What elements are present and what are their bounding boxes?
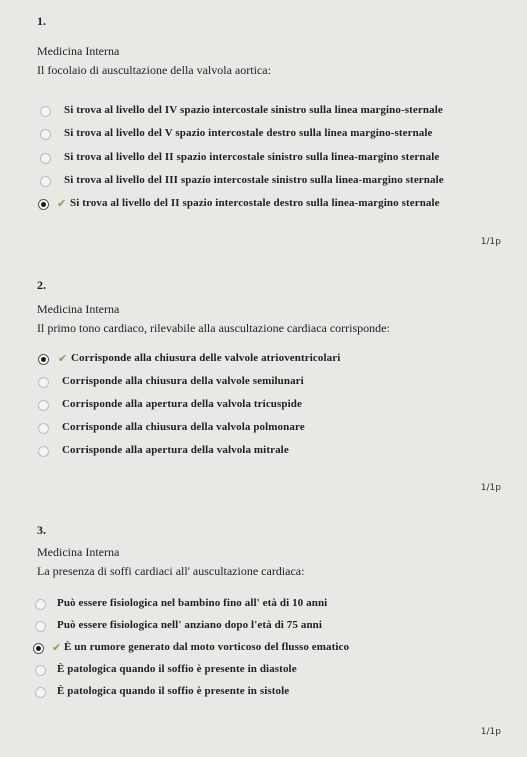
radio-button[interactable]: [35, 665, 46, 676]
radio-button[interactable]: [40, 106, 51, 117]
question-category: Medicina Interna: [37, 44, 120, 58]
radio-button[interactable]: [35, 687, 46, 698]
option-label[interactable]: È un rumore generato dal moto vorticoso del flusso ematico: [64, 641, 350, 653]
score-label: 1/1p: [480, 483, 501, 493]
option-1[interactable]: [0, 597, 527, 613]
option-label[interactable]: Corrisponde alla chiusura della valvole semilunari: [62, 375, 304, 387]
option-label[interactable]: Può essere fisiologica nel bambino fino all' età di 10 anni: [57, 597, 328, 609]
radio-button[interactable]: [35, 599, 46, 610]
option-label[interactable]: È patologica quando il soffio è presente in diastole: [57, 663, 297, 675]
question-text: Il focolaio di auscultazione della valvola aortica:: [37, 63, 271, 77]
option-label[interactable]: Si trova al livello del III spazio intercostale sinistro sulla linea-margino sternale: [64, 174, 444, 186]
option-1[interactable]: [0, 352, 527, 368]
option-label[interactable]: Si trova al livello del II spazio intercostale destro sulla linea-margino sternale: [70, 197, 440, 209]
radio-button-selected[interactable]: [38, 199, 49, 210]
option-label[interactable]: Corrisponde alla chiusura delle valvole atrioventricolari: [71, 352, 341, 364]
option-label[interactable]: Si trova al livello del II spazio intercostale sinistro sulla linea-margino sternale: [64, 151, 440, 163]
option-1[interactable]: [0, 104, 527, 120]
question-category: Medicina Interna: [37, 545, 120, 559]
radio-button-selected[interactable]: [33, 643, 44, 654]
question-text: Il primo tono cardiaco, rilevabile alla auscultazione cardiaca corrisponde:: [37, 321, 390, 335]
option-label[interactable]: Corrisponde alla chiusura della valvola polmonare: [62, 421, 305, 433]
option-5[interactable]: [0, 197, 527, 213]
option-2[interactable]: [0, 619, 527, 635]
option-3[interactable]: [0, 641, 527, 657]
option-5[interactable]: [0, 444, 527, 460]
option-label[interactable]: Si trova al livello del IV spazio intercostale sinistro sulla linea margino-sternale: [64, 104, 443, 116]
radio-button[interactable]: [38, 446, 49, 457]
radio-button[interactable]: [40, 129, 51, 140]
option-label[interactable]: È patologica quando il soffio è presente in sistole: [57, 685, 290, 697]
radio-button[interactable]: [38, 377, 49, 388]
question-category: Medicina Interna: [37, 302, 120, 316]
option-label[interactable]: Può essere fisiologica nell' anziano dopo l'età di 75 anni: [57, 619, 323, 631]
score-label: 1/1p: [480, 237, 501, 247]
option-4[interactable]: [0, 663, 527, 679]
radio-button-selected[interactable]: [38, 354, 49, 365]
option-5[interactable]: [0, 685, 527, 701]
option-3[interactable]: [0, 151, 527, 167]
score-label: 1/1p: [480, 727, 501, 737]
question-number: 1.: [37, 14, 46, 28]
option-4[interactable]: [0, 174, 527, 190]
option-2[interactable]: [0, 127, 527, 143]
radio-button[interactable]: [35, 621, 46, 632]
option-4[interactable]: [0, 421, 527, 437]
radio-button[interactable]: [38, 400, 49, 411]
option-2[interactable]: [0, 375, 527, 391]
radio-button[interactable]: [38, 423, 49, 434]
check-icon: ✔: [57, 197, 67, 210]
question-number: 2.: [37, 278, 46, 292]
question-number: 3.: [37, 523, 46, 537]
radio-button[interactable]: [40, 176, 51, 187]
question-text: La presenza di soffi cardiaci all' auscultazione cardiaca:: [37, 564, 305, 578]
check-icon: ✔: [52, 641, 62, 654]
option-3[interactable]: [0, 398, 527, 414]
option-label[interactable]: Si trova al livello del V spazio intercostale destro sulla linea margino-sternale: [64, 127, 433, 139]
option-label[interactable]: Corrisponde alla apertura della valvola tricuspide: [62, 398, 302, 410]
option-label[interactable]: Corrisponde alla apertura della valvola mitrale: [62, 444, 289, 456]
check-icon: ✔: [58, 352, 68, 365]
radio-button[interactable]: [40, 153, 51, 164]
